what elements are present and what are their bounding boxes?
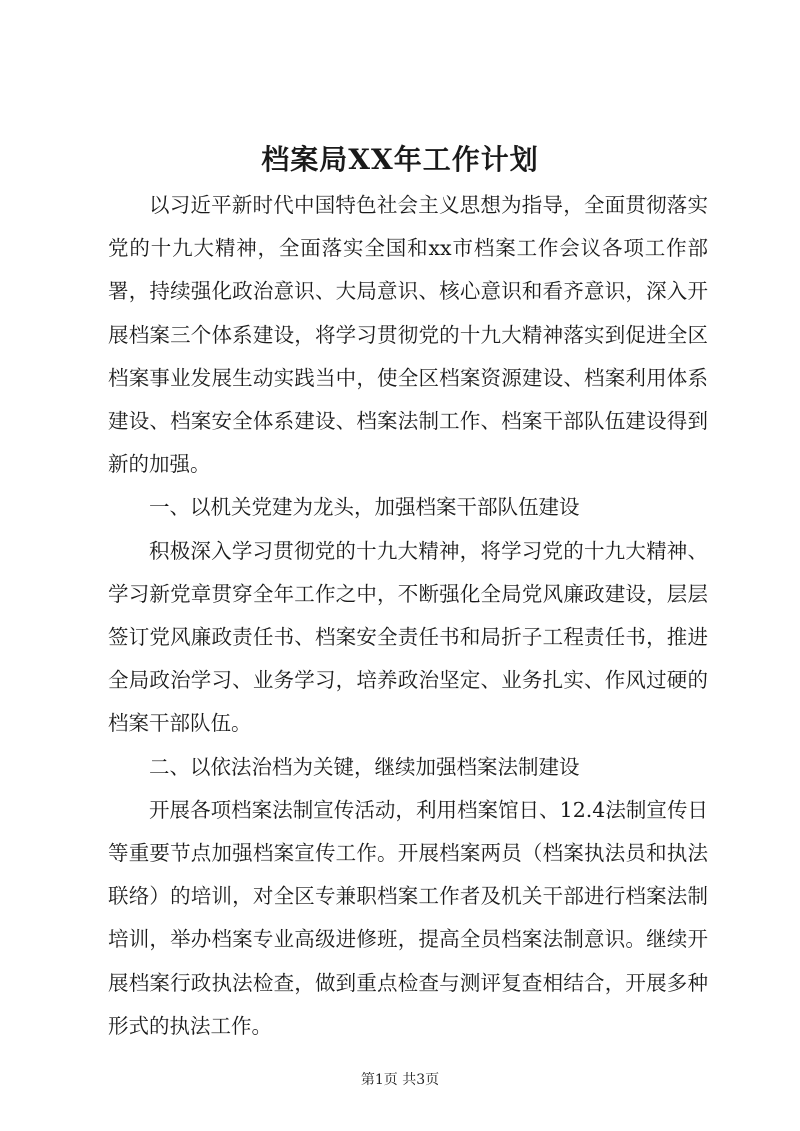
section-2-paragraph: 开展各项档案法制宣传活动，利用档案馆日、12.4法制宣传日等重要节点加强档案宣传工作。开展档案两员（档案执法员和执法联络）的培训，对全区专兼职档案工作者及机关干部进行档案法制培训，举办档案专业高级进修班，提高全员档案法制意识。继续开展档案行政执法检查，做到重点检查与测评复查相结合，开展多种形式的执法工作。 — [108, 797, 708, 1038]
document-body — [108, 184, 708, 1048]
section-heading-2: 二、以依法治档为关键，继续加强档案法制建设 — [149, 754, 580, 779]
section-heading-1: 一、以机关党建为龙头，加强档案干部队伍建设 — [149, 495, 580, 520]
page-footer: 第1页 共3页 — [360, 1072, 440, 1088]
section-1-paragraph: 积极深入学习贯彻党的十九大精神，将学习党的十九大精神、学习新党章贯穿全年工作之中，不断强化全局党风廉政建设，层层签订党风廉政责任书、档案安全责任书和局折子工程责任书，推进全局政治学习、业务学习，培养政治坚定、业务扎实、作风过硬的档案干部队伍。 — [108, 538, 708, 736]
intro-paragraph: 以习近平新时代中国特色社会主义思想为指导，全面贯彻落实党的十九大精神，全面落实全国和xx市档案工作会议各项工作部署，持续强化政治意识、大局意识、核心意识和看齐意识，深入开展档案三个体系建设，将学习贯彻党的十九大精神落实到促进全区档案事业发展生动实践当中，使全区档案资源建设、档案利用体系建设、档案安全体系建设、档案法制工作、档案干部队伍建设得到新的加强。 — [108, 193, 708, 477]
document-title: 档案局XX年工作计划 — [261, 143, 539, 176]
